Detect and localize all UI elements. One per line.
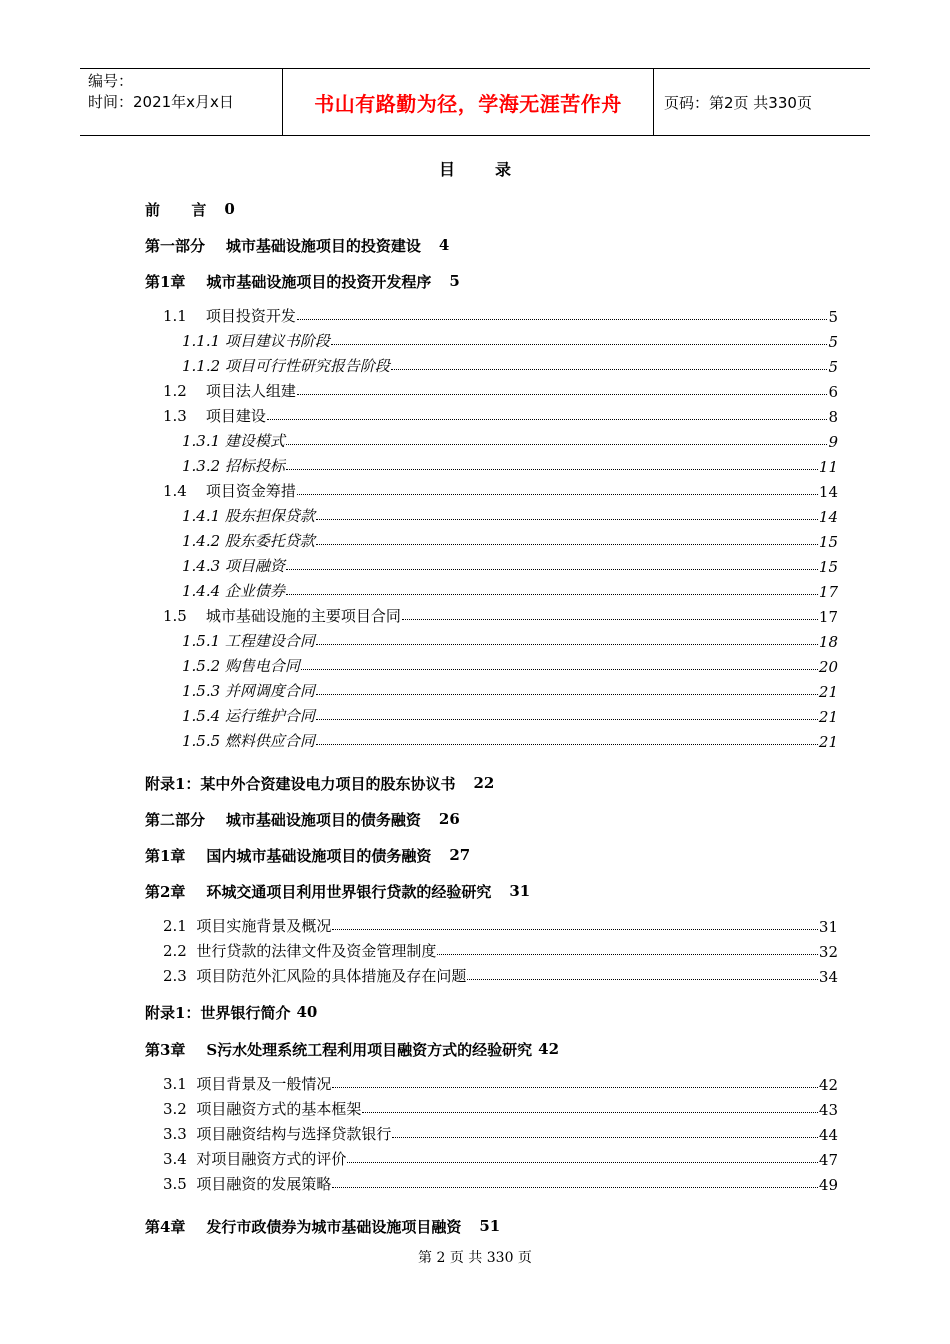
dot-leader bbox=[332, 1187, 818, 1188]
table-of-contents bbox=[145, 190, 838, 1236]
dot-leader bbox=[297, 319, 828, 320]
toc-entry-page: 15 bbox=[818, 558, 838, 576]
dot-leader bbox=[392, 1137, 818, 1138]
toc-section-page: 22 bbox=[473, 774, 495, 792]
toc-entry[interactable] bbox=[145, 1119, 838, 1144]
toc-section-title: 第一部分 城市基础设施项目的投资建设 bbox=[145, 236, 421, 255]
toc-entry[interactable] bbox=[145, 961, 838, 986]
toc-entry-page: 14 bbox=[818, 483, 838, 501]
toc-entry-page: 14 bbox=[818, 508, 838, 526]
toc-entry-page: 15 bbox=[818, 533, 838, 551]
toc-entry[interactable] bbox=[145, 451, 838, 476]
toc-section-page: 5 bbox=[449, 272, 460, 290]
dot-leader bbox=[316, 544, 818, 545]
page-header bbox=[80, 68, 870, 136]
serial-label: 编号： bbox=[88, 72, 134, 90]
toc-section[interactable] bbox=[145, 235, 838, 255]
toc-entry-label: 1.5.5 燃料供应合同 bbox=[182, 732, 315, 750]
toc-entry-label: 1.1.1 项目建议书阶段 bbox=[182, 332, 330, 350]
dot-leader bbox=[286, 469, 818, 470]
toc-entry-label: 1.4.4 企业债券 bbox=[182, 582, 285, 600]
toc-entry-page: 11 bbox=[818, 458, 838, 476]
toc-entry[interactable] bbox=[145, 601, 838, 626]
toc-entry[interactable] bbox=[145, 911, 838, 936]
toc-entry-page: 47 bbox=[818, 1151, 838, 1169]
dot-leader bbox=[297, 494, 818, 495]
toc-entry[interactable] bbox=[145, 426, 838, 451]
toc-entry-page: 17 bbox=[818, 608, 838, 626]
dot-leader bbox=[347, 1162, 818, 1163]
toc-entry-page: 34 bbox=[818, 968, 838, 986]
toc-section-page: 42 bbox=[538, 1040, 560, 1058]
toc-entry-label: 2.2 世行贷款的法律文件及资金管理制度 bbox=[163, 942, 437, 960]
toc-entry-label: 2.1 项目实施背景及概况 bbox=[163, 917, 332, 935]
toc-entry-label: 3.4 对项目融资方式的评价 bbox=[163, 1150, 347, 1168]
toc-section-page: 51 bbox=[479, 1217, 501, 1235]
toc-entry-page: 32 bbox=[818, 943, 838, 961]
toc-section[interactable] bbox=[145, 881, 838, 901]
toc-entry[interactable] bbox=[145, 526, 838, 551]
toc-entry-page: 31 bbox=[818, 918, 838, 936]
toc-entry-label: 3.3 项目融资结构与选择贷款银行 bbox=[163, 1125, 392, 1143]
toc-entry-label: 1.4.3 项目融资 bbox=[182, 557, 285, 575]
toc-entry-label: 3.1 项目背景及一般情况 bbox=[163, 1075, 332, 1093]
toc-section-title: 附录1：世界银行简介 bbox=[145, 1003, 291, 1022]
toc-entry[interactable] bbox=[145, 726, 838, 751]
dot-leader bbox=[402, 619, 818, 620]
header-motto-cell bbox=[282, 69, 654, 135]
toc-entry-page: 42 bbox=[818, 1076, 838, 1094]
dot-leader bbox=[316, 694, 818, 695]
dot-leader bbox=[437, 954, 818, 955]
toc-entry[interactable] bbox=[145, 1144, 838, 1169]
toc-entry-label: 1.4.1 股东担保贷款 bbox=[182, 507, 315, 525]
toc-entry[interactable] bbox=[145, 376, 838, 401]
toc-entry-label: 1.2 项目法人组建 bbox=[163, 382, 296, 400]
toc-section[interactable] bbox=[145, 199, 838, 219]
toc-section-title: 第1章 城市基础设施项目的投资开发程序 bbox=[145, 272, 432, 291]
toc-entry[interactable] bbox=[145, 936, 838, 961]
toc-section-page: 0 bbox=[224, 200, 235, 218]
motto: 书山有路勤为径，学海无涯苦作舟 bbox=[314, 91, 622, 116]
toc-entry-label: 1.5.4 运行维护合同 bbox=[182, 707, 315, 725]
toc-entry-page: 5 bbox=[828, 358, 838, 376]
toc-section-page: 27 bbox=[449, 846, 471, 864]
header-page-info bbox=[654, 69, 870, 135]
dot-leader bbox=[331, 344, 828, 345]
toc-entry-page: 20 bbox=[818, 658, 838, 676]
toc-entry-label: 1.1.2 项目可行性研究报告阶段 bbox=[182, 357, 390, 375]
toc-entry[interactable] bbox=[145, 1069, 838, 1094]
toc-entry-label: 3.5 项目融资的发展策略 bbox=[163, 1175, 332, 1193]
toc-entry-page: 8 bbox=[828, 408, 838, 426]
toc-entry-label: 1.1 项目投资开发 bbox=[163, 307, 296, 325]
toc-entry[interactable] bbox=[145, 301, 838, 326]
toc-entry[interactable] bbox=[145, 476, 838, 501]
toc-section[interactable] bbox=[145, 1039, 838, 1059]
toc-entry[interactable] bbox=[145, 1169, 838, 1194]
toc-entry[interactable] bbox=[145, 551, 838, 576]
toc-entry-page: 43 bbox=[818, 1101, 838, 1119]
toc-entry-label: 1.5 城市基础设施的主要项目合同 bbox=[163, 607, 401, 625]
dot-leader bbox=[316, 519, 818, 520]
toc-section-page: 26 bbox=[438, 810, 460, 828]
dot-leader bbox=[286, 444, 828, 445]
date-label: 时间：2021年x月x日 bbox=[88, 93, 234, 111]
dot-leader bbox=[297, 394, 828, 395]
dot-leader bbox=[332, 1087, 818, 1088]
dot-leader bbox=[286, 569, 818, 570]
toc-entry[interactable] bbox=[145, 701, 838, 726]
toc-section-title: 第4章 发行市政债券为城市基础设施项目融资 bbox=[145, 1217, 462, 1236]
toc-entry-label: 1.5.1 工程建设合同 bbox=[182, 632, 315, 650]
page-footer bbox=[0, 1247, 950, 1267]
toc-entry-label: 1.5.2 购售电合同 bbox=[182, 657, 300, 675]
toc-entry-label: 1.3.1 建设模式 bbox=[182, 432, 285, 450]
toc-section-title: 第3章 S污水处理系统工程利用项目融资方式的经验研究 bbox=[145, 1040, 533, 1059]
toc-entry-label: 2.3 项目防范外汇风险的具体措施及存在问题 bbox=[163, 967, 467, 985]
toc-entry-label: 3.2 项目融资方式的基本框架 bbox=[163, 1100, 362, 1118]
toc-entry-label: 1.5.3 并网调度合同 bbox=[182, 682, 315, 700]
toc-entry-label: 1.3 项目建设 bbox=[163, 407, 266, 425]
dot-leader bbox=[316, 744, 818, 745]
toc-entry-page: 21 bbox=[818, 708, 838, 726]
toc-entry-page: 44 bbox=[818, 1126, 838, 1144]
toc-section-title: 附录1：某中外合资建设电力项目的股东协议书 bbox=[145, 774, 456, 793]
toc-entry-page: 21 bbox=[818, 733, 838, 751]
page-info: 页码：第2页 共330页 bbox=[664, 93, 812, 112]
dot-leader bbox=[362, 1112, 818, 1113]
toc-section-title: 第2章 环城交通项目利用世界银行贷款的经验研究 bbox=[145, 882, 492, 901]
dot-leader bbox=[332, 929, 818, 930]
dot-leader bbox=[467, 979, 818, 980]
toc-entry-page: 21 bbox=[818, 683, 838, 701]
toc-entry[interactable] bbox=[145, 326, 838, 351]
toc-entry[interactable] bbox=[145, 401, 838, 426]
toc-section-page: 4 bbox=[438, 236, 450, 254]
dot-leader bbox=[286, 594, 818, 595]
toc-entry-page: 5 bbox=[828, 333, 838, 351]
toc-section-title: 第1章 国内城市基础设施项目的债务融资 bbox=[145, 846, 432, 865]
header-meta bbox=[80, 69, 282, 135]
toc-entry[interactable] bbox=[145, 626, 838, 651]
dot-leader bbox=[391, 369, 828, 370]
toc-entry[interactable] bbox=[145, 651, 838, 676]
toc-entry-page: 18 bbox=[818, 633, 838, 651]
dot-leader bbox=[301, 669, 818, 670]
toc-section-title: 第二部分 城市基础设施项目的债务融资 bbox=[145, 810, 421, 829]
footer-page-number: 第 2 页 共 330 页 bbox=[418, 1250, 532, 1266]
toc-section-page: 31 bbox=[509, 882, 531, 900]
toc-section[interactable] bbox=[145, 1216, 838, 1236]
toc-section-title: 前 言 bbox=[145, 200, 207, 219]
toc-entry-page: 49 bbox=[818, 1176, 838, 1194]
toc-section-page: 40 bbox=[296, 1003, 318, 1021]
dot-leader bbox=[316, 719, 818, 720]
toc-entry-label: 1.4 项目资金筹措 bbox=[163, 482, 296, 500]
toc-entry-page: 9 bbox=[828, 433, 838, 451]
toc-entry[interactable] bbox=[145, 576, 838, 601]
toc-title: 目录 bbox=[438, 160, 551, 179]
toc-entry[interactable] bbox=[145, 676, 838, 701]
dot-leader bbox=[267, 419, 828, 420]
dot-leader bbox=[316, 644, 818, 645]
toc-section[interactable] bbox=[145, 271, 838, 291]
toc-section[interactable] bbox=[145, 845, 838, 865]
toc-section[interactable] bbox=[145, 773, 838, 793]
toc-entry-label: 1.4.2 股东委托贷款 bbox=[182, 532, 315, 550]
toc-entry[interactable] bbox=[145, 351, 838, 376]
toc-entry-page: 17 bbox=[818, 583, 838, 601]
toc-section[interactable] bbox=[145, 1002, 838, 1022]
toc-section[interactable] bbox=[145, 809, 838, 829]
toc-entry-page: 5 bbox=[828, 308, 838, 326]
toc-entry-page: 6 bbox=[828, 383, 838, 401]
toc-entry[interactable] bbox=[145, 1094, 838, 1119]
toc-entry[interactable] bbox=[145, 501, 838, 526]
toc-entry-label: 1.3.2 招标投标 bbox=[182, 457, 285, 475]
